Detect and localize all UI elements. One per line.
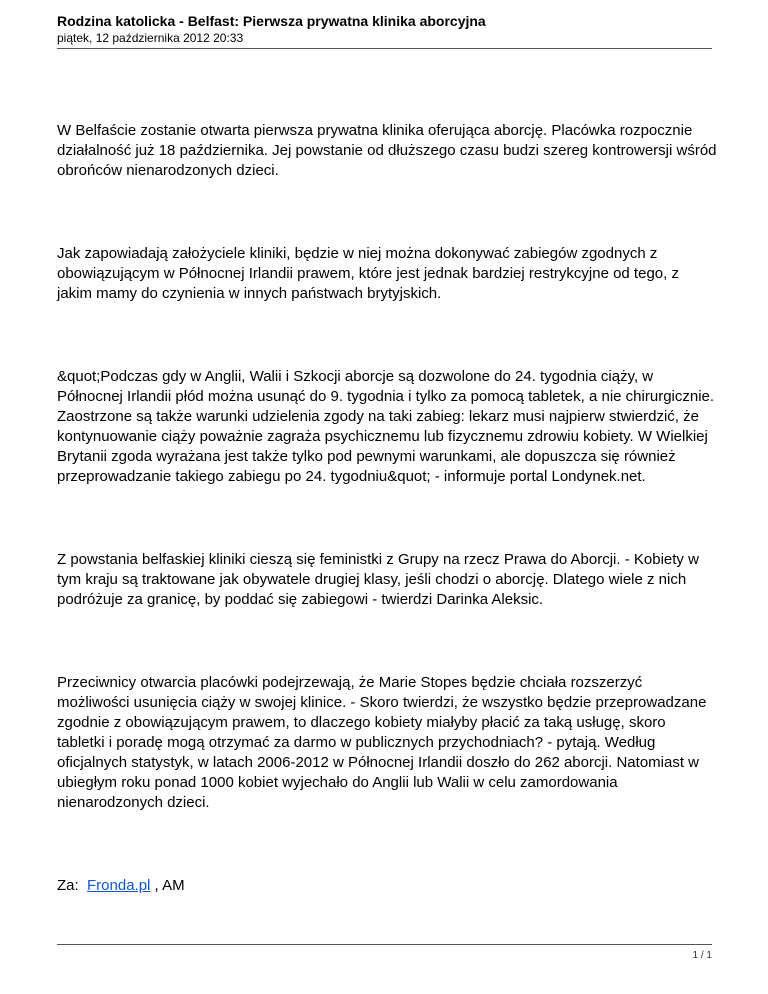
paragraph-4: Z powstania belfaskiej kliniki cieszą się feministki z Grupy na rzecz Prawa do Aborcji. - Kobiety w tym kraju są traktowane jak obywatele drugiej klasy, jeśli chodzi o aborcję. Dlatego wiele z nich podróżuje za granicę, by poddać się zabiegowi - twierdzi Darinka Aleksic. — [57, 551, 699, 608]
paragraph-2: Jak zapowiadają założyciele kliniki, będzie w niej można dokonywać zabiegów zgodnych z obowiązującym w Północnej Irlandii prawem, które jest jednak bardziej restrykcyjne od tego, z jakim mamy do czynienia w innych państwach brytyjskich. — [57, 245, 679, 302]
page-number: 1 / 1 — [692, 950, 712, 961]
footer-divider — [57, 944, 712, 945]
article-body — [57, 121, 717, 896]
paragraph-5: Przeciwnicy otwarcia placówki podejrzewają, że Marie Stopes będzie chciała rozszerzyć możliwości usunięcia ciąży w swojej klinice. - Skoro twierdzi, że wszystko będzie przeprowadzane zgodnie z obowiązującym prawem, to dlaczego kobiety miałyby płacić za taką usługę, skoro tabletki i poradę mogą otrzymać za darmo w publicznych przychodniach? - pytają. Według oficjalnych statystyk, w latach 2006-2012 w Północnej Irlandii doszło do 262 aborcji. Natomiast w ubiegłym roku ponad 1000 kobiet wyjechało do Anglii lub Walii w celu zamordowania nienarodzonych dzieci. — [57, 674, 707, 811]
source-prefix: Za: — [57, 877, 88, 894]
paragraph-3: &quot;Podczas gdy w Anglii, Walii i Szkocji aborcje są dozwolone do 24. tygodnia ciąży, w Północnej Irlandii płód można usunąć do 9. tygodnia i tylko za pomocą tabletek, a nie chirurgicznie. Zaostrzone są także warunki udzielenia zgody na taki zabieg: lekarz musi najpierw stwierdzić, że kontynuowanie ciąży poważnie zagraża psychicznemu lub fizycznemu zdrowiu kobiety. W Wielkiej Brytanii zgoda wyrażana jest także tylko pod pewnymi warunkami, ale dopuszcza się również przeprowadzanie takiego zabiegu po 24. tygodniu&quot; - informuje portal Londynek.net. — [57, 368, 715, 485]
document-header — [57, 12, 712, 46]
header-divider — [57, 48, 712, 49]
publish-date: piątek, 12 października 2012 20:33 — [57, 31, 244, 45]
paragraph-1: W Belfaście zostanie otwarta pierwsza prywatna klinika oferująca aborcję. Placówka rozpocznie działalność już 18 października. Jej powstanie od dłuższego czasu budzi szereg kontrowersji wśród obrońców nienarodzonych dzieci. — [57, 122, 717, 179]
source-line — [57, 876, 717, 896]
document-title: Rodzina katolicka - Belfast: Pierwsza prywatna klinika aborcyjna — [57, 13, 486, 29]
source-suffix: , AM — [150, 877, 185, 894]
source-link[interactable]: Fronda.pl — [87, 877, 151, 894]
